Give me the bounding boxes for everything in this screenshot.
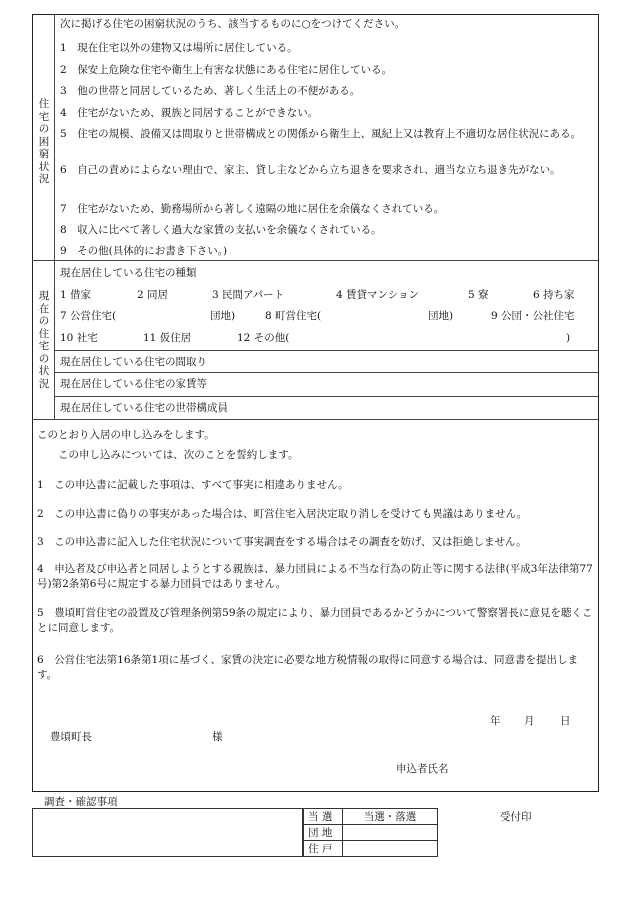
housing-type-7-danchi: 団地) xyxy=(210,310,236,322)
housing-type-6[interactable]: 6 持ち家 xyxy=(533,289,575,301)
housing-type-10[interactable]: 10 社宅 xyxy=(60,332,98,344)
housing-type-7[interactable]: 7 公営住宅( xyxy=(60,310,117,322)
date-day: 日 xyxy=(560,715,571,727)
housing-type-9[interactable]: 9 公団・公社住宅 xyxy=(491,310,575,322)
section-divider xyxy=(32,419,599,420)
hardship-item-7[interactable]: 7 住宅がないため、勤務場所から著しく遠隔の地に居住を余儀なくされている。 xyxy=(60,203,445,215)
date-year: 年 xyxy=(490,715,501,727)
housing-type-12[interactable]: 12 その他( xyxy=(237,332,290,344)
hardship-item-5[interactable]: 5 住宅の規模、設備又は間取りと世帯構成との関係から衛生上、風紀上又は教育上不適切な居住状況にある。 xyxy=(60,128,582,140)
table-row xyxy=(304,825,438,841)
survey-heading: 調査・確認事項 xyxy=(44,796,118,808)
housing-type-2[interactable]: 2 同居 xyxy=(137,289,169,301)
toosen-value[interactable]: 当選・落選 xyxy=(343,809,438,825)
toosen-label: 当 選 xyxy=(304,809,343,825)
hardship-item-8[interactable]: 8 収入に比べて著しく過大な家賃の支払いを余儀なくされている。 xyxy=(60,224,382,236)
housing-type-11[interactable]: 11 仮住居 xyxy=(143,332,192,344)
pledge-intro: このとおり入居の申し込みをします。 xyxy=(37,429,215,441)
section-divider xyxy=(32,260,599,261)
juko-value[interactable] xyxy=(343,841,438,857)
survey-notes-box[interactable] xyxy=(32,808,303,857)
section1-label: 住宅の困窮状況 xyxy=(38,98,50,185)
housing-type-8[interactable]: 8 町営住宅( xyxy=(265,310,322,322)
label-column-divider xyxy=(54,14,55,420)
table-row xyxy=(304,841,438,857)
pledge-item-3: 3 この申込書に記入した住宅状況について事実調査をする場合はその調査を妨げ、又は拒絶しません。 xyxy=(37,536,527,548)
hardship-item-6[interactable]: 6 自己の責めによらない理由で、家主、貸し主などから立ち退きを要求され、適当な立ち退き先がない。 xyxy=(60,164,561,176)
housing-type-5[interactable]: 5 寮 xyxy=(468,289,489,301)
section1-instruction: 次に掲げる住宅の困窮状況のうち、該当するものに○をつけてください。 xyxy=(60,18,406,30)
housing-type-12-close: ) xyxy=(566,332,571,344)
setai-label: 現在居住している住宅の世帯構成員 xyxy=(60,402,228,414)
honorific-sama: 様 xyxy=(212,731,223,743)
yachin-label: 現在居住している住宅の家賃等 xyxy=(60,378,207,390)
row-divider xyxy=(54,350,599,351)
applicant-name-label[interactable]: 申込者氏名 xyxy=(396,763,449,775)
pledge-item-5: 5 豊頃町営住宅の設置及び管理条例第59条の規定により、暴力団員であるかどうかについて警察署長に意見を聴くことに同意します。 xyxy=(37,607,593,634)
pledge-intro2: この申し込みについては、次のことを誓約します。 xyxy=(58,449,299,461)
table-row xyxy=(304,809,438,825)
mayor-name: 豊頃町長 xyxy=(50,731,92,743)
hardship-item-1[interactable]: 1 現在住宅以外の建物又は場所に居住している。 xyxy=(60,42,298,54)
pledge-item-6: 6 公営住宅法第16条第1項に基づく、家賃の決定に必要な地方税情報の取得に同意する場合は、同意書を提出します。 xyxy=(37,654,579,681)
reception-stamp-label: 受付印 xyxy=(500,811,532,823)
selection-table xyxy=(303,808,438,857)
pledge-item-2: 2 この申込書に偽りの事実があった場合は、町営住宅入居決定取り消しを受けても異議はありません。 xyxy=(37,508,528,520)
hardship-item-3[interactable]: 3 他の世帯と同居しているため、著しく生活上の不便がある。 xyxy=(60,85,361,97)
section2-label: 現在の住宅の状況 xyxy=(38,290,50,390)
row-divider xyxy=(54,396,599,397)
danchi-label: 団 地 xyxy=(304,825,343,841)
housing-type-heading: 現在居住している住宅の種類 xyxy=(60,267,197,279)
juko-label: 住 戸 xyxy=(304,841,343,857)
hardship-item-4[interactable]: 4 住宅がないため、親族と同居することができない。 xyxy=(60,107,319,119)
housing-type-1[interactable]: 1 借家 xyxy=(60,289,92,301)
hardship-item-9[interactable]: 9 その他(具体的にお書き下さい。) xyxy=(60,245,228,257)
danchi-value[interactable] xyxy=(343,825,438,841)
pledge-item-1: 1 この申込書に記載した事項は、すべて事実に相違ありません。 xyxy=(37,479,349,491)
pledge-item-4: 4 申込者及び申込者と同居しようとする親族は、暴力団員による不当な行為の防止等に関する法律(平成3年法律第77号)第2条第6号に規定する暴力団員ではありません。 xyxy=(37,563,593,590)
row-divider xyxy=(54,372,599,373)
housing-type-3[interactable]: 3 民間アパート xyxy=(212,289,285,301)
date-month: 月 xyxy=(524,715,535,727)
housing-type-8-danchi: 団地) xyxy=(428,310,454,322)
hardship-item-2[interactable]: 2 保安上危険な住宅や衛生上有害な状態にある住宅に居住している。 xyxy=(60,64,393,76)
housing-type-4[interactable]: 4 賃貸マンション xyxy=(336,289,420,301)
madori-label: 現在居住している住宅の間取り xyxy=(60,356,207,368)
